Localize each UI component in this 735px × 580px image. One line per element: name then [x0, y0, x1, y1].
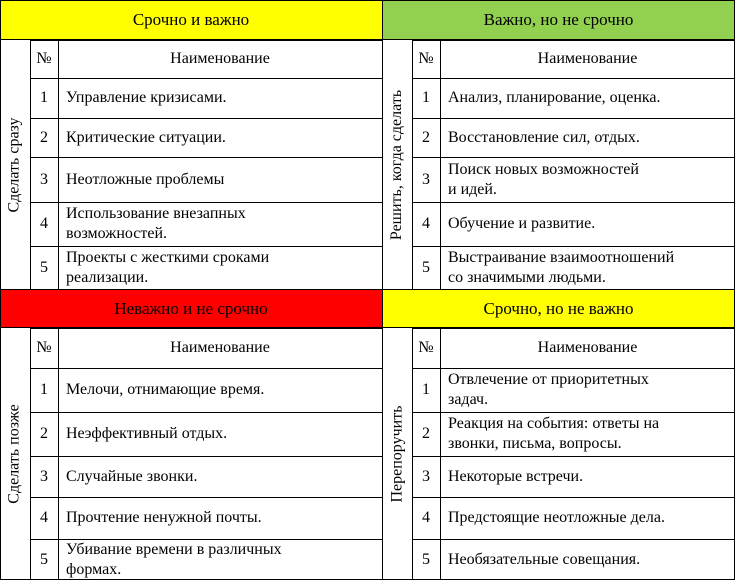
column-header-number: № [418, 50, 434, 67]
row-task-name: Отвлечение от приоритетных задач. [448, 371, 649, 408]
row-number: 1 [422, 381, 430, 398]
row-number: 3 [40, 170, 48, 188]
row-divider [30, 40, 382, 41]
column-divider [58, 40, 59, 290]
column-header-number: № [36, 50, 52, 67]
action-label-text: Сделать сразу [6, 117, 23, 213]
row-divider [412, 497, 735, 498]
quadrant-header: Срочно, но не важно [382, 290, 735, 328]
row-divider [30, 497, 382, 498]
row-task-name: Мелочи, отнимающие время. [66, 381, 265, 398]
row-number: 5 [422, 259, 430, 276]
quadrant-header: Срочно и важно [0, 0, 382, 40]
row-number: 4 [40, 215, 48, 232]
row-number: 5 [40, 259, 48, 276]
row-task-name: Неотложные проблемы [66, 170, 225, 188]
row-divider [412, 157, 735, 158]
row-task-name: Критические ситуации. [66, 128, 226, 146]
row-task-name: Некоторые встречи. [448, 467, 584, 485]
frame-left [0, 0, 1, 580]
column-divider [58, 328, 59, 580]
row-task-name: Прочтение ненужной почты. [66, 509, 262, 526]
row-divider [412, 118, 735, 119]
row-divider [412, 40, 735, 41]
row-divider [30, 157, 382, 158]
row-number: 3 [422, 467, 430, 485]
action-label-text: Сделать позже [6, 404, 24, 504]
row-task-name: Восстановление сил, отдых. [448, 128, 640, 146]
column-header-number: № [36, 339, 52, 356]
column-divider [440, 328, 441, 580]
row-number: 5 [422, 550, 430, 568]
column-header-name: Наименование [170, 339, 270, 356]
row-divider [30, 412, 382, 413]
row-number: 1 [40, 381, 48, 398]
row-divider [30, 539, 382, 540]
row-number: 1 [40, 89, 48, 106]
quadrant-action-label [0, 40, 30, 290]
row-task-name: Анализ, планирование, оценка. [448, 89, 661, 106]
row-task-name: Управление кризисами. [66, 89, 227, 106]
column-header-name: Наименование [170, 50, 270, 67]
action-label-text: Перепоручить [388, 405, 406, 503]
row-divider [30, 456, 382, 457]
row-task-name: Неэффективный отдых. [66, 425, 228, 442]
row-number: 3 [422, 170, 430, 188]
row-divider [30, 246, 382, 247]
row-task-name: Проекты с жесткими сроками реализации. [66, 249, 270, 286]
row-divider [412, 539, 735, 540]
row-number: 2 [422, 128, 430, 146]
row-task-name: Поиск новых возможностей и идей. [448, 160, 639, 198]
row-task-name: Выстраивание взаимоотношений со значимыми людьми. [448, 249, 675, 286]
row-task-name: Реакция на события: ответы на звонки, письма, вопросы. [448, 415, 660, 452]
row-number: 5 [40, 550, 48, 568]
row-divider [412, 328, 735, 329]
frame-center [382, 0, 383, 580]
row-divider [30, 78, 382, 79]
row-number: 4 [422, 215, 430, 232]
quadrant-action-label [0, 328, 30, 580]
row-divider [30, 202, 382, 203]
quadrant-action-label [382, 40, 412, 290]
action-label-text: Решить, когда сделать [388, 89, 406, 241]
column-divider [30, 40, 31, 290]
row-number: 4 [422, 509, 430, 526]
row-divider [412, 412, 735, 413]
row-divider [30, 328, 382, 329]
row-task-name: Необязательные совещания. [448, 550, 641, 568]
quadrant-header: Важно, но не срочно [382, 0, 735, 40]
row-number: 2 [40, 425, 48, 442]
row-task-name: Убивание времени в различных формах. [66, 540, 282, 578]
row-task-name: Случайные звонки. [66, 467, 198, 485]
row-number: 2 [422, 425, 430, 442]
row-number: 1 [422, 89, 430, 106]
row-divider [412, 202, 735, 203]
row-divider [412, 368, 735, 369]
quadrant-action-label [382, 328, 412, 580]
column-header-name: Наименование [537, 50, 638, 67]
row-divider [412, 456, 735, 457]
row-task-name: Предстоящие неотложные дела. [448, 509, 665, 526]
column-header-number: № [418, 339, 434, 356]
column-divider [412, 328, 413, 580]
quadrant-header: Неважно и не срочно [0, 290, 382, 328]
row-number: 2 [40, 128, 48, 146]
frame-top [0, 0, 735, 1]
row-task-name: Использование внезапных возможностей. [66, 205, 246, 242]
row-divider [30, 118, 382, 119]
row-task-name: Обучение и развитие. [448, 215, 596, 232]
column-divider [440, 40, 441, 290]
column-header-name: Наименование [537, 339, 638, 356]
row-divider [412, 78, 735, 79]
row-number: 3 [40, 467, 48, 485]
column-divider [412, 40, 413, 290]
row-divider [30, 368, 382, 369]
row-divider [412, 246, 735, 247]
column-divider [30, 328, 31, 580]
frame-middle [0, 289, 735, 290]
row-number: 4 [40, 509, 48, 526]
